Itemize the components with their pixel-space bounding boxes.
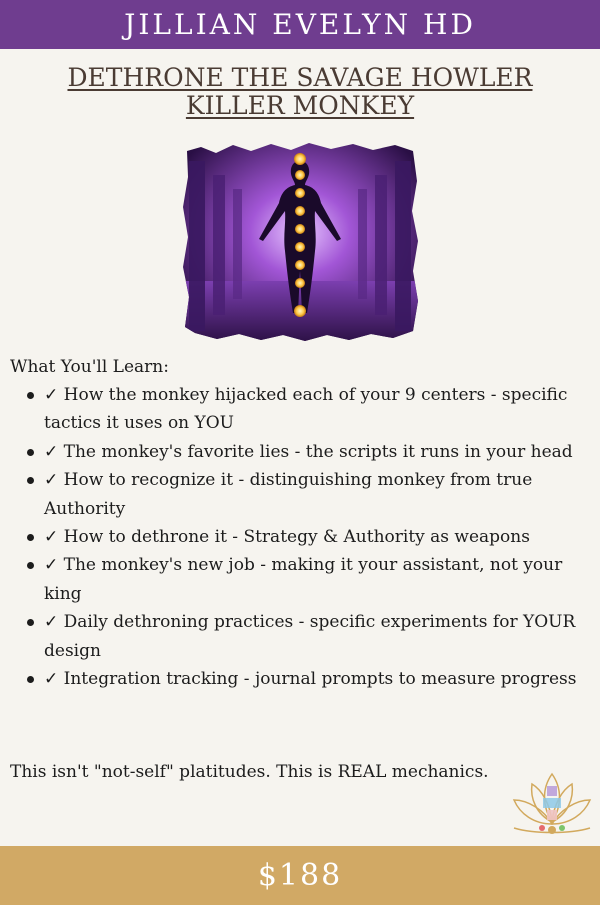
learn-item: ✓ The monkey's new job - making it your assistant, not your king [22, 551, 587, 608]
product-title: DETHRONE THE SAVAGE HOWLER KILLER MONKEY [67, 63, 533, 120]
header-bar [0, 0, 600, 49]
lotus-logo-icon [506, 768, 598, 844]
product-image [181, 141, 419, 343]
learn-item: ✓ How to recognize it - distinguishing monkey from true Authority [22, 466, 587, 523]
price-label[interactable]: $188 [257, 858, 343, 893]
learn-item: ✓ How the monkey hijacked each of your 9 centers - specific tactics it uses on YOU [22, 381, 587, 438]
brand-title: JILLIAN EVELYN HD [124, 8, 476, 41]
learn-heading: What You'll Learn: [10, 357, 169, 377]
learn-item: ✓ The monkey's favorite lies - the scripts it runs in your head [22, 438, 587, 466]
closing-statement: This isn't "not-self" platitudes. This is REAL mechanics. [10, 762, 489, 782]
learn-item: ✓ Daily dethroning practices - specific experiments for YOUR design [22, 608, 587, 665]
learn-item: ✓ Integration tracking - journal prompts to measure progress [22, 665, 587, 693]
learn-list [22, 381, 587, 693]
learn-item: ✓ How to dethrone it - Strategy & Authority as weapons [22, 523, 587, 551]
price-bar[interactable] [0, 846, 600, 905]
